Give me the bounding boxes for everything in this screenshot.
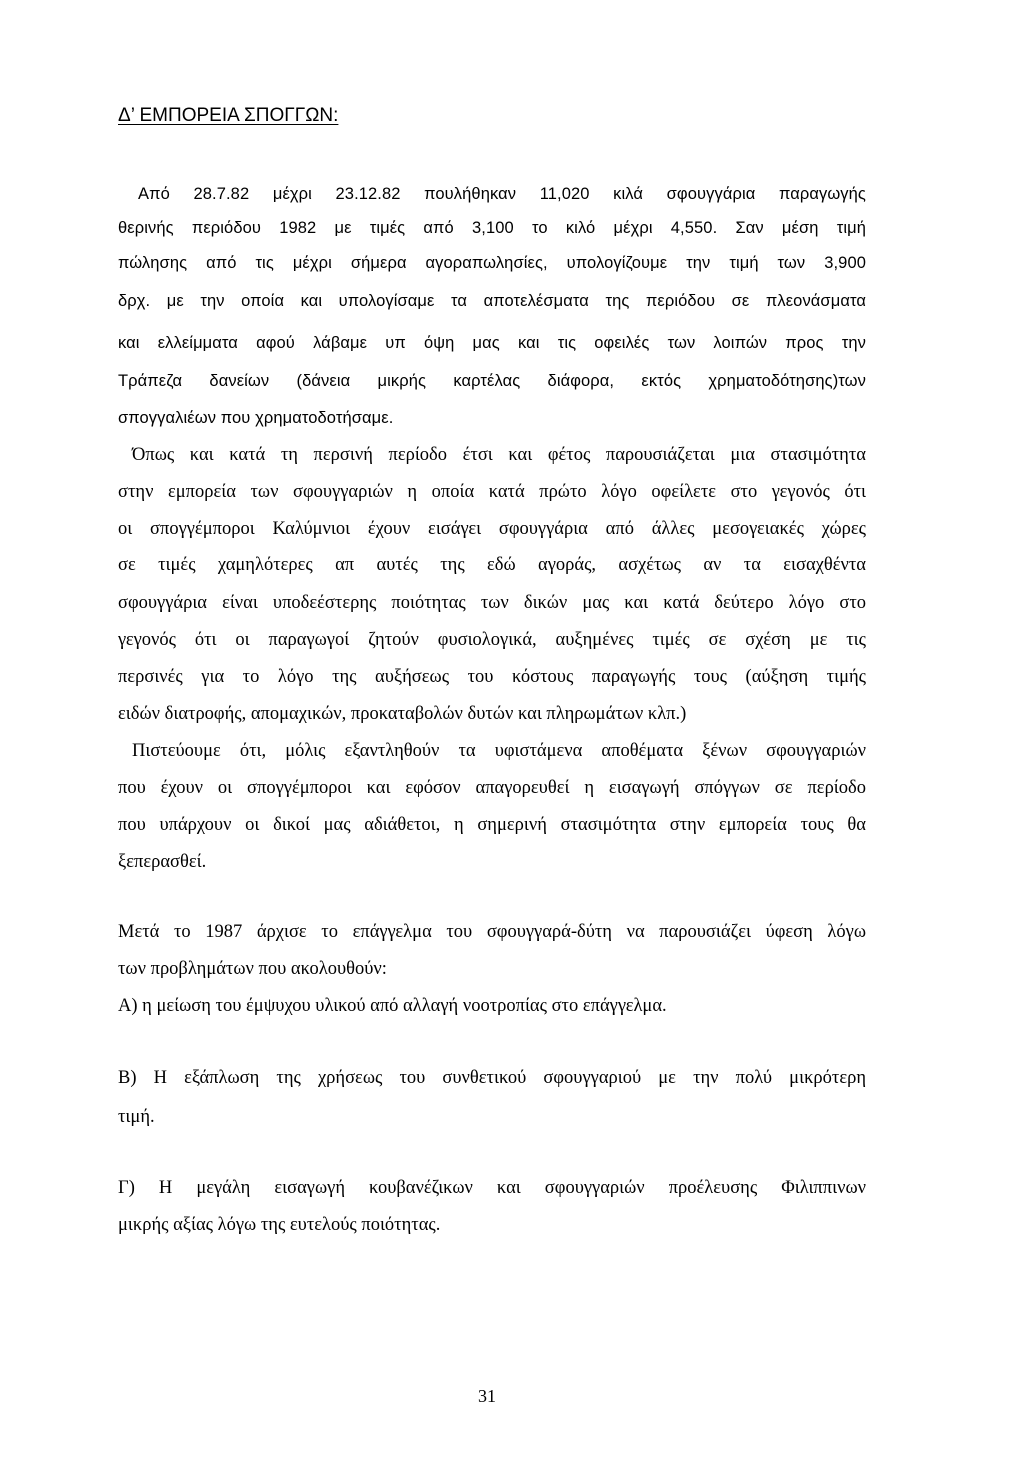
text-line: Τράπεζα δανείων (δάνεια μικρής καρτέλας διάφορα, εκτός χρηματοδότησης)των	[118, 372, 866, 390]
text-line: σφουγγάρια είναι υποδεέστερης ποιότητας των δικών μας και κατά δεύτερο λόγο στο	[118, 593, 866, 613]
text-line: των προβλημάτων που ακολουθούν:	[118, 959, 387, 979]
text-line: περσινές για το λόγο της αυξήσεως του κόστους παραγωγής τους (αύξηση τιμής	[118, 667, 866, 687]
text-line: σε τιμές χαμηλότερες απ αυτές της εδώ αγοράς, ασχέτως αν τα εισαχθέντα	[118, 555, 866, 575]
section-heading: Δ’ ΕΜΠΟΡΕΙΑ ΣΠΟΓΓΩΝ:	[118, 105, 339, 126]
text-line: σπογγαλιέων που χρηματοδοτήσαμε.	[118, 409, 394, 427]
page-number: 31	[478, 1386, 496, 1406]
text-line: γεγονός ότι οι παραγωγοί ζητούν φυσιολογικά, αυξημένες τιμές σε σχέση με τις	[118, 630, 866, 650]
text-line: που έχουν οι σπογγέμποροι και εφόσον απαγορευθεί η εισαγωγή σπόγγων σε περίοδο	[118, 778, 866, 798]
text-line: ειδών διατροφής, απομαχικών, προκαταβολών δυτών και πληρωμάτων κλπ.)	[118, 704, 687, 724]
text-line: πώλησης από τις μέχρι σήμερα αγοραπωλησίες, υπολογίζουμε την τιμή των 3,900	[118, 254, 866, 272]
text-line: που υπάρχουν οι δικοί μας αδιάθετοι, η σημερινή στασιμότητα στην εμπορεία τους θα	[118, 815, 866, 835]
text-line: ξεπερασθεί.	[118, 852, 207, 872]
text-line: δρχ. με την οποία και υπολογίσαμε τα αποτελέσματα της περιόδου σε πλεονάσματα	[118, 292, 866, 310]
text-line: Β) Η εξάπλωση της χρήσεως του συνθετικού σφουγγαριού με την πολύ μικρότερη	[118, 1068, 866, 1088]
text-line: και ελλείμματα αφού λάβαμε υπ όψη μας και τις οφειλές των λοιπών προς την	[118, 334, 866, 352]
text-line: στην εμπορεία των σφουγγαριών η οποία κατά πρώτο λόγο οφείλετε στο γεγονός ότι	[118, 482, 866, 502]
text-line: τιμή.	[118, 1107, 155, 1127]
text-line: Από 28.7.82 μέχρι 23.12.82 πουλήθηκαν 11,020 κιλά σφουγγάρια παραγωγής	[138, 185, 866, 203]
text-line: Γ) Η μεγάλη εισαγωγή κουβανέζικων και σφουγγαριών προέλευσης Φιλιππινων	[118, 1178, 866, 1198]
text-line: Πιστεύουμε ότι, μόλις εξαντληθούν τα υφιστάμενα αποθέματα ξένων σφουγγαριών	[132, 741, 866, 761]
text-line: μικρής αξίας λόγω της ευτελούς ποιότητας.	[118, 1215, 441, 1235]
text-line: Μετά το 1987 άρχισε το επάγγελμα του σφουγγαρά-δύτη να παρουσιάζει ύφεση λόγω	[118, 922, 866, 942]
text-line: θερινής περιόδου 1982 με τιμές από 3,100 το κιλό μέχρι 4,550. Σαν μέση τιμή	[118, 219, 866, 237]
list-item-a: Α) η μείωση του έμψυχου υλικού από αλλαγή νοοτροπίας στο επάγγελμα.	[118, 996, 667, 1016]
text-line: οι σπογγέμποροι Καλύμνιοι έχουν εισάγει σφουγγάρια από άλλες μεσογειακές χώρες	[118, 519, 866, 539]
text-line: Όπως και κατά τη περσινή περίοδο έτσι και φέτος παρουσιάζεται μια στασιμότητα	[132, 445, 866, 465]
